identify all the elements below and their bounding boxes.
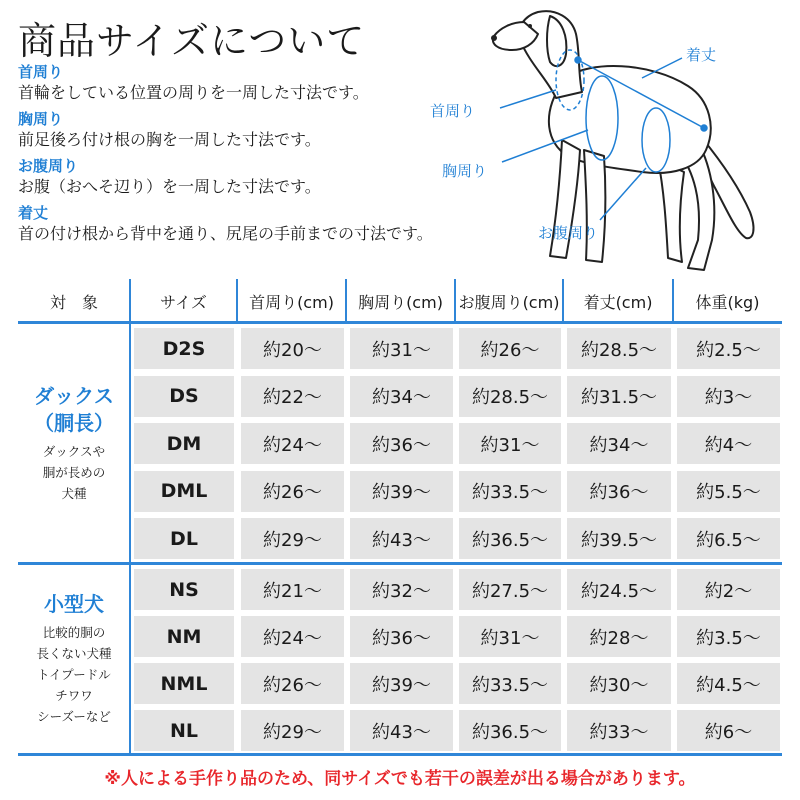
value-cell: 約2.5〜 <box>677 328 780 369</box>
value-cell: 約31〜 <box>459 616 561 657</box>
value-cell: 約31〜 <box>350 328 453 369</box>
table-row <box>130 324 782 373</box>
dog-measurement-diagram <box>420 0 800 285</box>
column-divider <box>562 279 564 323</box>
column-divider <box>672 279 674 323</box>
header-length: 着丈(cm) <box>583 292 653 312</box>
group-desc-line: 比較的胴の <box>42 625 106 640</box>
value-cell: 約26〜 <box>241 471 344 512</box>
table-row <box>130 706 782 755</box>
table-row <box>130 565 782 614</box>
value-cell: 約43〜 <box>350 710 453 751</box>
value-cell: 約34〜 <box>350 376 453 417</box>
neck-leader <box>500 90 556 108</box>
disclaimer-note: ※人による手作り品のため、同サイズでも若干の誤差が出る場合があります。 <box>104 769 696 789</box>
size-cell: NL <box>134 710 234 751</box>
value-cell: 約6〜 <box>677 710 780 751</box>
definition-term: 着丈 <box>18 204 49 222</box>
group-desc-line: ダックスや <box>42 443 106 459</box>
measurement-definitions <box>18 62 488 250</box>
value-cell: 約4〜 <box>677 423 780 464</box>
belly-callout: お腹周り <box>538 224 599 242</box>
table-row <box>130 659 782 708</box>
value-cell: 約20〜 <box>241 328 344 369</box>
table-row <box>130 514 782 563</box>
definition-neck <box>18 62 488 104</box>
nose-icon <box>491 35 497 41</box>
value-cell: 約31〜 <box>459 423 561 464</box>
size-cell: NM <box>134 616 234 657</box>
group-description <box>43 441 106 504</box>
value-cell: 約28〜 <box>567 616 671 657</box>
value-cell: 約24.5〜 <box>567 569 671 610</box>
value-cell: 約29〜 <box>241 518 344 559</box>
value-cell: 約2〜 <box>677 569 780 610</box>
size-cell: D2S <box>134 328 234 369</box>
value-cell: 約28.5〜 <box>567 328 671 369</box>
value-cell: 約39.5〜 <box>567 518 671 559</box>
table-header-row <box>18 279 782 323</box>
size-cell: NML <box>134 663 234 704</box>
value-cell: 約33.5〜 <box>459 663 561 704</box>
definition-term: 首周り <box>18 63 64 81</box>
size-cell: DML <box>134 471 234 512</box>
definition-term: お腹周り <box>18 157 79 175</box>
value-cell: 約6.5〜 <box>677 518 780 559</box>
value-cell: 約27.5〜 <box>459 569 561 610</box>
value-cell: 約3.5〜 <box>677 616 780 657</box>
size-cell: DM <box>134 423 234 464</box>
group-desc-line: 胴が長めの <box>42 464 106 480</box>
value-cell: 約29〜 <box>241 710 344 751</box>
value-cell: 約33.5〜 <box>459 471 561 512</box>
definition-chest <box>18 109 488 151</box>
value-cell: 約36〜 <box>350 616 453 657</box>
value-cell: 約24〜 <box>241 423 344 464</box>
size-cell: NS <box>134 569 234 610</box>
table-row <box>130 612 782 661</box>
size-cell: DS <box>134 376 234 417</box>
group-desc-line: チワワ <box>55 688 93 703</box>
definition-text: お腹（おへそ辺り）を一周した寸法です。 <box>18 177 321 196</box>
value-cell: 約5.5〜 <box>677 471 780 512</box>
length-end-dot <box>701 125 707 131</box>
header-target: 対 象 <box>49 292 98 312</box>
group-dachshund <box>18 324 130 562</box>
definition-text: 首輪をしている位置の周りを一周した寸法です。 <box>18 83 369 102</box>
belly-leader <box>600 168 646 220</box>
size-table <box>18 279 782 756</box>
table-row <box>130 372 782 421</box>
group-name-line: 小型犬 <box>44 592 104 616</box>
table-row <box>130 419 782 468</box>
value-cell: 約22〜 <box>241 376 344 417</box>
value-cell: 約33〜 <box>567 710 671 751</box>
value-cell: 約26〜 <box>459 328 561 369</box>
value-cell: 約43〜 <box>350 518 453 559</box>
header-size: サイズ <box>160 292 207 312</box>
group-name-line: ダックス <box>34 383 114 408</box>
size-cell: DL <box>134 518 234 559</box>
value-cell: 約34〜 <box>567 423 671 464</box>
chest-callout: 胸周り <box>442 162 488 180</box>
value-cell: 約30〜 <box>567 663 671 704</box>
header-neck: 首周り(cm) <box>249 292 334 312</box>
eye-icon <box>528 24 532 28</box>
column-divider <box>454 279 456 323</box>
group-name-line: （胴長） <box>34 410 114 435</box>
value-cell: 約4.5〜 <box>677 663 780 704</box>
page-title: 商品サイズについて <box>18 19 366 63</box>
neck-callout: 首周り <box>430 102 476 120</box>
header-weight: 体重(kg) <box>695 292 760 312</box>
definition-length <box>18 203 488 245</box>
group-desc-line: 長くない犬種 <box>36 646 112 661</box>
length-callout: 着丈 <box>686 46 717 64</box>
value-cell: 約26〜 <box>241 663 344 704</box>
value-cell: 約21〜 <box>241 569 344 610</box>
value-cell: 約24〜 <box>241 616 344 657</box>
value-cell: 約28.5〜 <box>459 376 561 417</box>
header-chest: 胸周り(cm) <box>358 292 443 312</box>
group-description <box>36 622 111 727</box>
value-cell: 約32〜 <box>350 569 453 610</box>
definition-text: 首の付け根から背中を通り、尻尾の手前までの寸法です。 <box>18 224 433 243</box>
group-desc-line: シーズーなど <box>37 709 111 724</box>
value-cell: 約36.5〜 <box>459 710 561 751</box>
header-belly: お腹周り(cm) <box>458 292 560 312</box>
value-cell: 約36〜 <box>567 471 671 512</box>
definition-term: 胸周り <box>18 110 64 128</box>
group-desc-line: トイプードル <box>37 667 111 682</box>
table-row <box>130 467 782 516</box>
value-cell: 約39〜 <box>350 663 453 704</box>
value-cell: 約31.5〜 <box>567 376 671 417</box>
column-divider <box>236 279 238 323</box>
definition-belly <box>18 156 488 198</box>
value-cell: 約36.5〜 <box>459 518 561 559</box>
value-cell: 約3〜 <box>677 376 780 417</box>
group-small-dog <box>18 565 130 753</box>
column-divider <box>345 279 347 323</box>
value-cell: 約36〜 <box>350 423 453 464</box>
group-desc-line: 犬種 <box>61 485 87 501</box>
value-cell: 約39〜 <box>350 471 453 512</box>
definition-text: 前足後ろ付け根の胸を一周した寸法です。 <box>18 130 321 149</box>
